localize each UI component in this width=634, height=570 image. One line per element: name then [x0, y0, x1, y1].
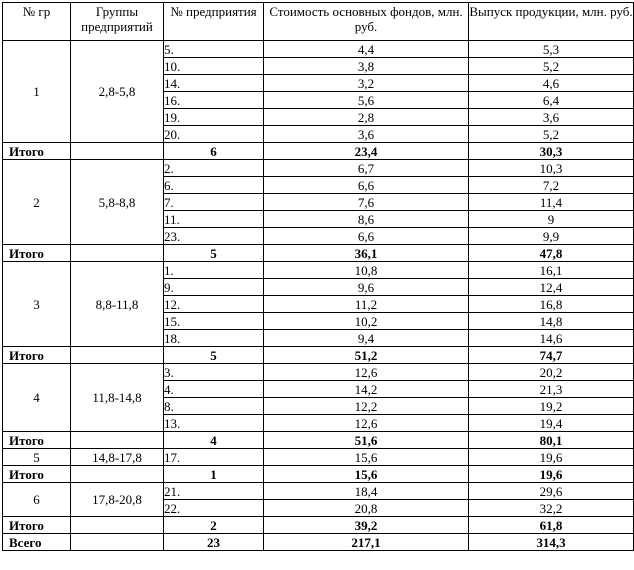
output-value: 19,6: [469, 449, 634, 466]
output-value: 6,4: [469, 92, 634, 109]
fixed-assets-value: 10,2: [264, 313, 469, 330]
group-number: 6: [3, 483, 71, 517]
enterprise-number: 15.: [164, 313, 264, 330]
output-value: 19,4: [469, 415, 634, 432]
fixed-assets-value: 12,6: [264, 415, 469, 432]
output-value: 14,6: [469, 330, 634, 347]
enterprise-number: 10.: [164, 58, 264, 75]
group-range: 5,8-8,8: [71, 160, 164, 245]
subtotal-label: Итого: [3, 432, 71, 449]
subtotal-cost: 51,6: [264, 432, 469, 449]
fixed-assets-value: 20,8: [264, 500, 469, 517]
subtotal-cost: 23,4: [264, 143, 469, 160]
header-row: [3, 3, 634, 41]
enterprise-number: 12.: [164, 296, 264, 313]
output-value: 11,4: [469, 194, 634, 211]
fixed-assets-value: 7,6: [264, 194, 469, 211]
subtotal-row: [3, 347, 634, 364]
enterprise-number: 2.: [164, 160, 264, 177]
grand-total-output: 314,3: [469, 534, 634, 551]
output-value: 3,6: [469, 109, 634, 126]
enterprise-number: 9.: [164, 279, 264, 296]
fixed-assets-value: 18,4: [264, 483, 469, 500]
subtotal-label: Итого: [3, 245, 71, 262]
enterprise-number: 19.: [164, 109, 264, 126]
subtotal-output: 47,8: [469, 245, 634, 262]
group-number: 5: [3, 449, 71, 466]
enterprise-number: 3.: [164, 364, 264, 381]
group-range: 8,8-11,8: [71, 262, 164, 347]
subtotal-count: 5: [164, 347, 264, 364]
grouping-table: [2, 2, 634, 551]
table-row: [3, 364, 634, 381]
table-row: [3, 483, 634, 500]
header-enterprise-groups: Группы предприятий: [71, 3, 164, 41]
subtotal-empty: [71, 466, 164, 483]
subtotal-empty: [71, 432, 164, 449]
output-value: 4,6: [469, 75, 634, 92]
subtotal-label: Итого: [3, 143, 71, 160]
enterprise-number: 20.: [164, 126, 264, 143]
subtotal-output: 80,1: [469, 432, 634, 449]
subtotal-output: 30,3: [469, 143, 634, 160]
header-group-no: № гр: [3, 3, 71, 41]
subtotal-count: 6: [164, 143, 264, 160]
enterprise-number: 21.: [164, 483, 264, 500]
output-value: 9,9: [469, 228, 634, 245]
subtotal-row: [3, 143, 634, 160]
enterprise-number: 14.: [164, 75, 264, 92]
group-number: 1: [3, 41, 71, 143]
subtotal-row: [3, 432, 634, 449]
subtotal-count: 1: [164, 466, 264, 483]
subtotal-empty: [71, 347, 164, 364]
table-body: [3, 41, 634, 551]
enterprise-number: 13.: [164, 415, 264, 432]
grand-total-empty: [71, 534, 164, 551]
fixed-assets-value: 15,6: [264, 449, 469, 466]
fixed-assets-value: 6,7: [264, 160, 469, 177]
fixed-assets-value: 5,6: [264, 92, 469, 109]
output-value: 20,2: [469, 364, 634, 381]
group-range: 11,8-14,8: [71, 364, 164, 432]
enterprise-number: 23.: [164, 228, 264, 245]
subtotal-count: 4: [164, 432, 264, 449]
grand-total-cost: 217,1: [264, 534, 469, 551]
output-value: 5,2: [469, 58, 634, 75]
output-value: 7,2: [469, 177, 634, 194]
output-value: 5,2: [469, 126, 634, 143]
enterprise-number: 6.: [164, 177, 264, 194]
output-value: 32,2: [469, 500, 634, 517]
fixed-assets-value: 3,6: [264, 126, 469, 143]
subtotal-cost: 15,6: [264, 466, 469, 483]
fixed-assets-value: 9,4: [264, 330, 469, 347]
output-value: 14,8: [469, 313, 634, 330]
fixed-assets-value: 14,2: [264, 381, 469, 398]
fixed-assets-value: 9,6: [264, 279, 469, 296]
subtotal-count: 5: [164, 245, 264, 262]
table-row: [3, 41, 634, 58]
output-value: 16,8: [469, 296, 634, 313]
subtotal-output: 19,6: [469, 466, 634, 483]
subtotal-empty: [71, 517, 164, 534]
subtotal-label: Итого: [3, 347, 71, 364]
fixed-assets-value: 3,2: [264, 75, 469, 92]
output-value: 9: [469, 211, 634, 228]
output-value: 16,1: [469, 262, 634, 279]
subtotal-empty: [71, 245, 164, 262]
output-value: 21,3: [469, 381, 634, 398]
fixed-assets-value: 10,8: [264, 262, 469, 279]
enterprise-number: 8.: [164, 398, 264, 415]
subtotal-cost: 36,1: [264, 245, 469, 262]
enterprise-number: 17.: [164, 449, 264, 466]
fixed-assets-value: 8,6: [264, 211, 469, 228]
fixed-assets-value: 12,6: [264, 364, 469, 381]
group-range: 14,8-17,8: [71, 449, 164, 466]
subtotal-cost: 39,2: [264, 517, 469, 534]
enterprise-number: 1.: [164, 262, 264, 279]
fixed-assets-value: 2,8: [264, 109, 469, 126]
output-value: 19,2: [469, 398, 634, 415]
subtotal-row: [3, 517, 634, 534]
fixed-assets-value: 6,6: [264, 177, 469, 194]
subtotal-label: Итого: [3, 517, 71, 534]
table-row: [3, 449, 634, 466]
header-enterprise-no: № предприятия: [164, 3, 264, 41]
enterprise-number: 5.: [164, 41, 264, 58]
subtotal-empty: [71, 143, 164, 160]
group-number: 2: [3, 160, 71, 245]
enterprise-number: 18.: [164, 330, 264, 347]
output-value: 5,3: [469, 41, 634, 58]
subtotal-cost: 51,2: [264, 347, 469, 364]
subtotal-row: [3, 245, 634, 262]
subtotal-output: 61,8: [469, 517, 634, 534]
output-value: 12,4: [469, 279, 634, 296]
header-fixed-assets-cost: Стоимость основных фондов, млн. руб.: [264, 3, 469, 41]
fixed-assets-value: 3,8: [264, 58, 469, 75]
subtotal-row: [3, 466, 634, 483]
header-output: Выпуск продукции, млн. руб.: [469, 3, 634, 41]
grand-total-count: 23: [164, 534, 264, 551]
grand-total-label: Всего: [3, 534, 71, 551]
enterprise-number: 4.: [164, 381, 264, 398]
enterprise-number: 16.: [164, 92, 264, 109]
subtotal-output: 74,7: [469, 347, 634, 364]
table-row: [3, 262, 634, 279]
group-number: 4: [3, 364, 71, 432]
fixed-assets-value: 12,2: [264, 398, 469, 415]
grand-total-row: [3, 534, 634, 551]
output-value: 10,3: [469, 160, 634, 177]
fixed-assets-value: 6,6: [264, 228, 469, 245]
output-value: 29,6: [469, 483, 634, 500]
subtotal-label: Итого: [3, 466, 71, 483]
table-row: [3, 160, 634, 177]
fixed-assets-value: 11,2: [264, 296, 469, 313]
subtotal-count: 2: [164, 517, 264, 534]
fixed-assets-value: 4,4: [264, 41, 469, 58]
enterprise-number: 11.: [164, 211, 264, 228]
group-range: 17,8-20,8: [71, 483, 164, 517]
enterprise-number: 22.: [164, 500, 264, 517]
group-range: 2,8-5,8: [71, 41, 164, 143]
group-number: 3: [3, 262, 71, 347]
enterprise-number: 7.: [164, 194, 264, 211]
